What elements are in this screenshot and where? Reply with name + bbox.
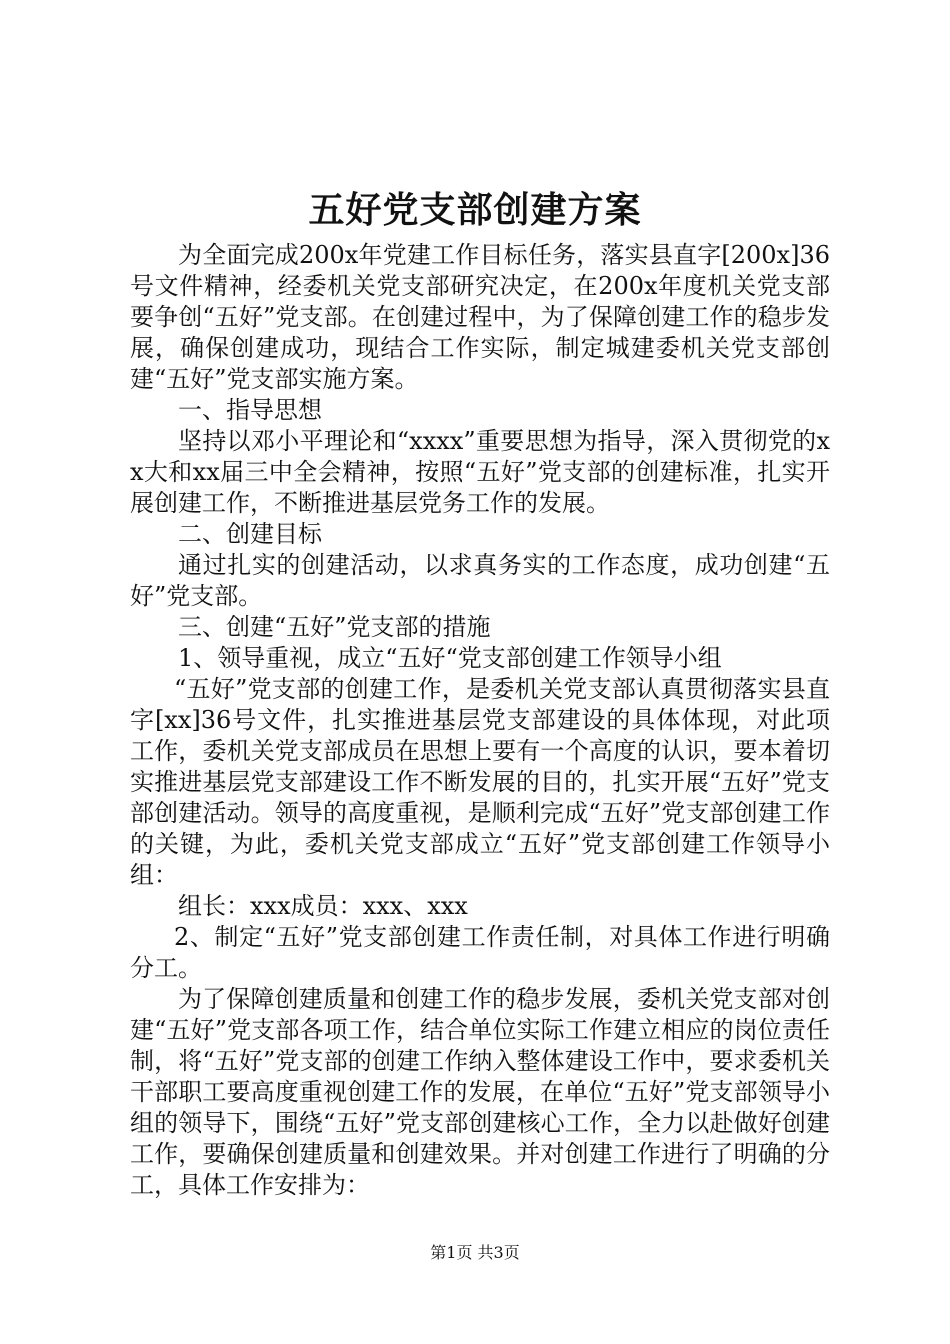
- intro-paragraph: 为全面完成200x年党建工作目标任务，落实县直字[200x]36号文件精神，经委机关党支部研究决定，在200x年度机关党支部要争创“五好”党支部。在创建过程中，为了保障创建工作的稳步发展，确保创建成功，现结合工作实际，制定城建委机关党支部创建“五好”党支部实施方案。: [130, 241, 830, 393]
- page-number-footer: 第1页 共3页: [430, 1243, 520, 1262]
- section-heading-measures: 三、创建“五好”党支部的措施: [178, 613, 491, 641]
- document-body: [130, 240, 830, 1201]
- measure-2-paragraph: 为了保障创建质量和创建工作的稳步发展，委机关党支部对创建“五好”党支部各项工作，结合单位实际工作建立相应的岗位责任制，将“五好”党支部的创建工作纳入整体建设工作中，要求委机关干部职工要高度重视创建工作的发展，在单位“五好”党支部领导小组的领导下，围绕“五好”党支部创建核心工作，全力以赴做好创建工作，要确保创建质量和创建效果。并对创建工作进行了明确的分工，具体工作安排为：: [130, 985, 830, 1199]
- section-heading-goals: 二、创建目标: [178, 520, 322, 548]
- guiding-ideology-paragraph: 坚持以邓小平理论和“xxxx”重要思想为指导，深入贯彻党的xx大和xx届三中全会精神，按照“五好”党支部的创建标准，扎实开展创建工作，不断推进基层党务工作的发展。: [130, 427, 830, 517]
- measure-1-paragraph: “五好”党支部的创建工作，是委机关党支部认真贯彻落实县直字[xx]36号文件，扎实推进基层党支部建设的具体体现，对此项工作，委机关党支部成员在思想上要有一个高度的认识，要本着切实推进基层党支部建设工作不断发展的目的，扎实开展“五好”党支部创建活动。领导的高度重视，是顺利完成“五好”党支部创建工作的关键，为此，委机关党支部成立“五好”党支部创建工作领导小组：: [130, 675, 830, 889]
- section-heading-guiding-ideology: 一、指导思想: [178, 396, 322, 424]
- measure-2-heading: 2、制定“五好”党支部创建工作责任制，对具体工作进行明确分工。: [130, 923, 830, 982]
- measure-1-heading: 1、领导重视，成立“五好“党支部创建工作领导小组: [178, 644, 722, 672]
- goals-paragraph: 通过扎实的创建活动，以求真务实的工作态度，成功创建“五好”党支部。: [130, 551, 830, 610]
- leadership-members-line: 组长：xxx成员：xxx、xxx: [178, 892, 468, 920]
- page-title: 五好党支部创建方案: [308, 189, 642, 231]
